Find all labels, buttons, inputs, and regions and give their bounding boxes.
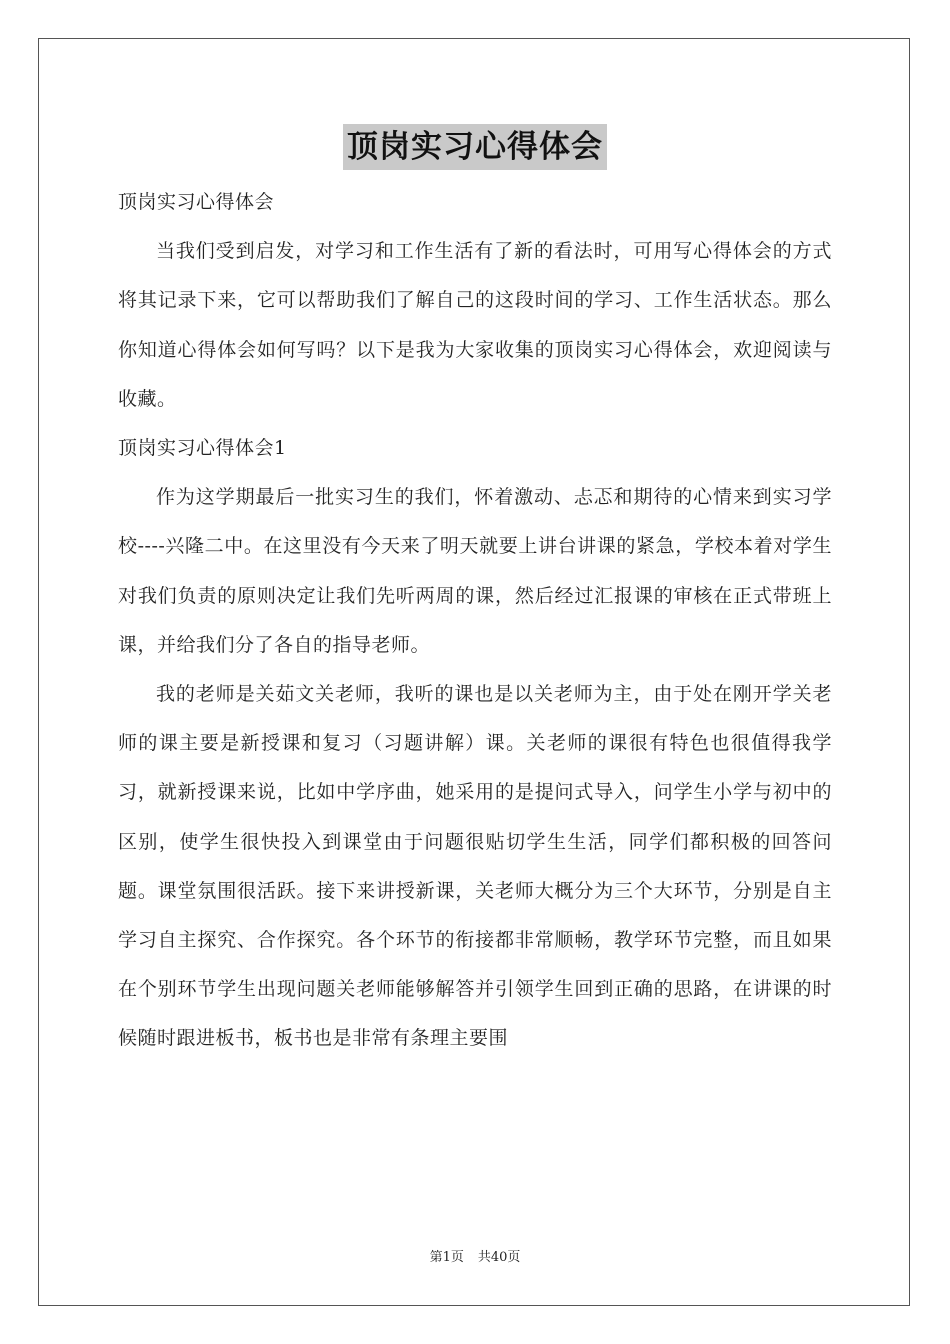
body-paragraph-2: 我的老师是关茹文关老师，我听的课也是以关老师为主，由于处在刚开学关老师的课主要是新授课和复习（习题讲解）课。关老师的课很有特色也很值得我学习，就新授课来说，比如中学序曲，她采用的是提问式导入，问学生小学与初中的区别，使学生很快投入到课堂由于问题很贴切学生生活，同学们都积极的回答问题。课堂氛围很活跃。接下来讲授新课，关老师大概分为三个大环节，分别是自主学习自主探究、合作探究。各个环节的衔接都非常顺畅，教学环节完整，而且如果在个别环节学生出现问题关老师能够解答并引领学生回到正确的思路，在讲课的时候随时跟进板书，板书也是非常有条理主要围 — [118, 683, 832, 1050]
page-footer — [0, 1246, 950, 1265]
document-title: 顶岗实习心得体会 — [343, 124, 607, 170]
document-subtitle: 顶岗实习心得体会 — [118, 191, 275, 213]
page-number: 第1页 — [429, 1250, 464, 1265]
document-body — [118, 178, 832, 1064]
section-heading: 顶岗实习心得体会1 — [118, 437, 287, 460]
intro-paragraph: 当我们受到启发，对学习和工作生活有了新的看法时，可用写心得体会的方式将其记录下来，它可以帮助我们了解自己的这段时间的学习、工作生活状态。那么你知道心得体会如何写吗？以下是我为大家收集的顶岗实习心得体会，欢迎阅读与收藏。 — [118, 240, 832, 410]
page-total: 共40页 — [477, 1250, 521, 1265]
title-container — [0, 124, 950, 170]
body-paragraph-1: 作为这学期最后一批实习生的我们，怀着激动、忐忑和期待的心情来到实习学校----兴隆二中。在这里没有今天来了明天就要上讲台讲课的紧急，学校本着对学生对我们负责的原则决定让我们先听两周的课，然后经过汇报课的审核在正式带班上课，并给我们分了各自的指导老师。 — [118, 486, 832, 656]
